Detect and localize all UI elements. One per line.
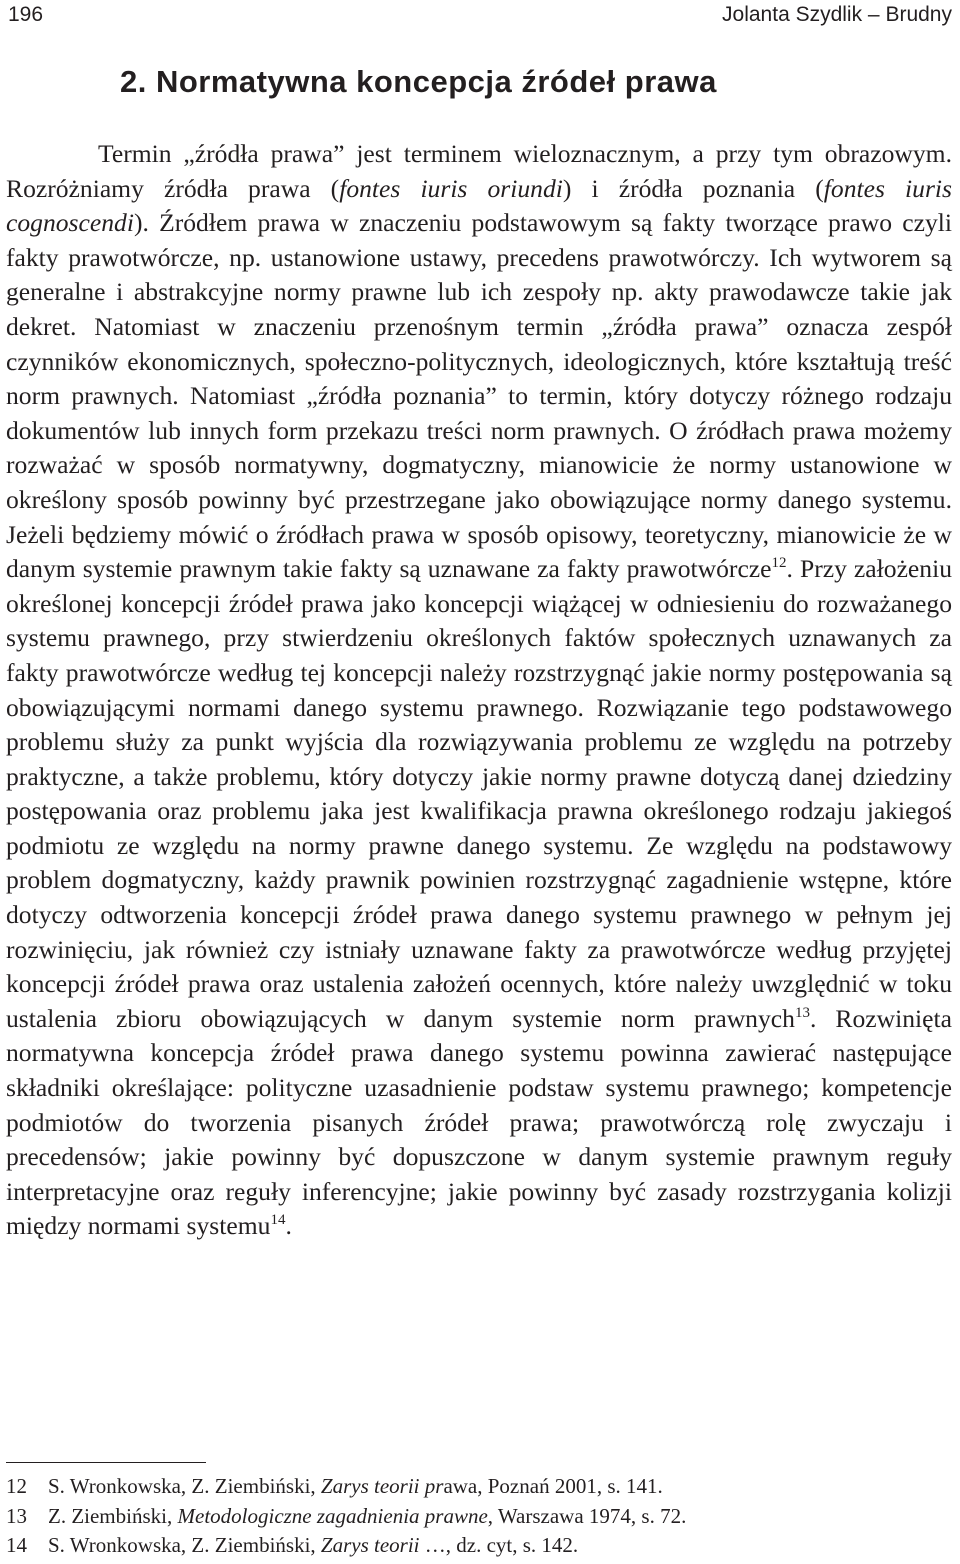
footnote-13: [6, 1502, 952, 1532]
body-text-segment: Termin „źródła prawa” jest terminem wieloznacznym, a przy tym obrazowym. Rozróżniamy źródła prawa (: [6, 139, 952, 203]
latin-term: fontes iuris oriundi: [339, 173, 563, 203]
footnote-number: 12: [6, 1474, 27, 1498]
running-head: [8, 0, 952, 32]
footnote-title: Zarys teorii pr: [320, 1474, 444, 1498]
latin-term: fontes iuris cognoscendi: [6, 173, 952, 238]
body-text-segment: . Przy założeniu określonej koncepcji źródeł prawa jako koncepcji wiążącej w odniesieniu do rozważanego systemu prawnego, przy stwierdzeniu określonych faktów społecznych uznawanych za fakty prawotwórcze według tej koncepcji należy rozstrzygnąć jakie normy postępowania są obowiązującymi normami danego systemu prawnego. Rozwiązanie tego podstawowego problemu służy za punkt wyjścia dla rozwiązywania problemu ze względu na potrzeby praktyczne, a także problemu, który dotyczy jakie normy prawne dotyczą danej dziedziny postępowania oraz problemu jaka jest kwalifikacja prawna określonego rodzaju jakiegoś podmiotu ze względu na normy prawne danego systemu. Ze względu na podstawowy problem dogmatyczny, każdy prawnik powinien rozstrzygnąć zagadnienie wstępne, które dotyczy odtworzenia koncepcji źródeł prawa danego systemu prawnego w pełnym jej rozwinięciu, jak również czy istniały uznawane fakty za prawotwórcze według przyjętej koncepcji źródeł prawa oraz ustalenia założeń ocennych, które należy uwzględnić w toku ustalenia zbioru obowiązujących w danym systemie norm prawnych: [6, 554, 952, 1033]
body-text-segment: ) i źródła poznania (: [562, 173, 824, 203]
footnote-14: [6, 1531, 952, 1561]
running-head-author: Jolanta Szydlik – Brudny: [722, 3, 952, 26]
footnotes: [6, 1472, 952, 1561]
footnote-text: awa, Poznań 2001, s. 141.: [443, 1474, 663, 1498]
footnote-text: Z. Ziembiński,: [48, 1503, 178, 1528]
footnote-reference: 14: [270, 1212, 286, 1229]
section-heading: 2. Normatywna koncepcja źródeł prawa: [120, 64, 717, 99]
footnote-number: 14: [6, 1533, 27, 1557]
footnote-number: 13: [6, 1503, 27, 1528]
footnote-divider: [6, 1462, 206, 1463]
footnote-text: , Warszawa 1974, s. 72.: [487, 1503, 687, 1528]
footnote-text: …, dz. cyt, s. 142.: [419, 1533, 579, 1557]
footnote-reference: 12: [771, 555, 787, 572]
footnote-reference: 13: [794, 1004, 810, 1021]
body-paragraph: [6, 137, 952, 1244]
body-text-segment: .: [285, 1211, 292, 1241]
footnote-text: S. Wronkowska, Z. Ziembiński,: [48, 1474, 321, 1498]
body-text-segment: ). Źródłem prawa w znaczeniu podstawowym są fakty tworzące prawo czyli fakty prawotwórcze, np. ustanowione ustawy, precedens prawotwórczy. Ich wytworem są generalne i abstrakcyjne normy prawne lub ich zespoły np. akty prawodawcze takie jak dekret. Natomiast w znaczeniu przenośnym termin „źródła prawa” oznacza zespół czynników ekonomicznych, społeczno-politycznych, ideologicznych, które kształtują treść norm prawnych. Natomiast „źródła poznania” to termin, który dotyczy różnego rodzaju dokumentów lub innych form przekazu treści norm prawnych. O źródłach prawa możemy rozważać w sposób normatywny, dogmatyczny, mianowicie że normy ustanowione w określony sposób powinny być przestrzegane jako obowiązujące normy danego systemu. Jeżeli będziemy mówić o źródłach prawa w sposób opisowy, teoretyczny, mianowicie że w danym systemie prawnym takie fakty są uznawane za fakty prawotwórcze: [6, 208, 952, 584]
body-text-segment: . Rozwinięta normatywna koncepcja źródeł prawa danego systemu powinna zawierać następujące składniki określające: polityczne uzasadnienie podstaw systemu prawnego; kompetencje podmiotów do tworzenia pisanych źródeł prawa; prawotwórczą rolę zwyczaju i precedensów; jakie powinny być dopuszczone w danym systemie prawnym reguły interpretacyjne oraz reguły inferencyjne; jakie powinny być zasady rozstrzygania kolizji między normami systemu: [6, 1003, 952, 1241]
footnote-title: Zarys teorii: [320, 1533, 420, 1557]
footnote-title: Metodologiczne zagadnienia prawne: [177, 1503, 488, 1528]
footnote-text: S. Wronkowska, Z. Ziembiński,: [48, 1533, 321, 1557]
page-number: 196: [8, 3, 44, 26]
footnote-12: [6, 1472, 952, 1502]
